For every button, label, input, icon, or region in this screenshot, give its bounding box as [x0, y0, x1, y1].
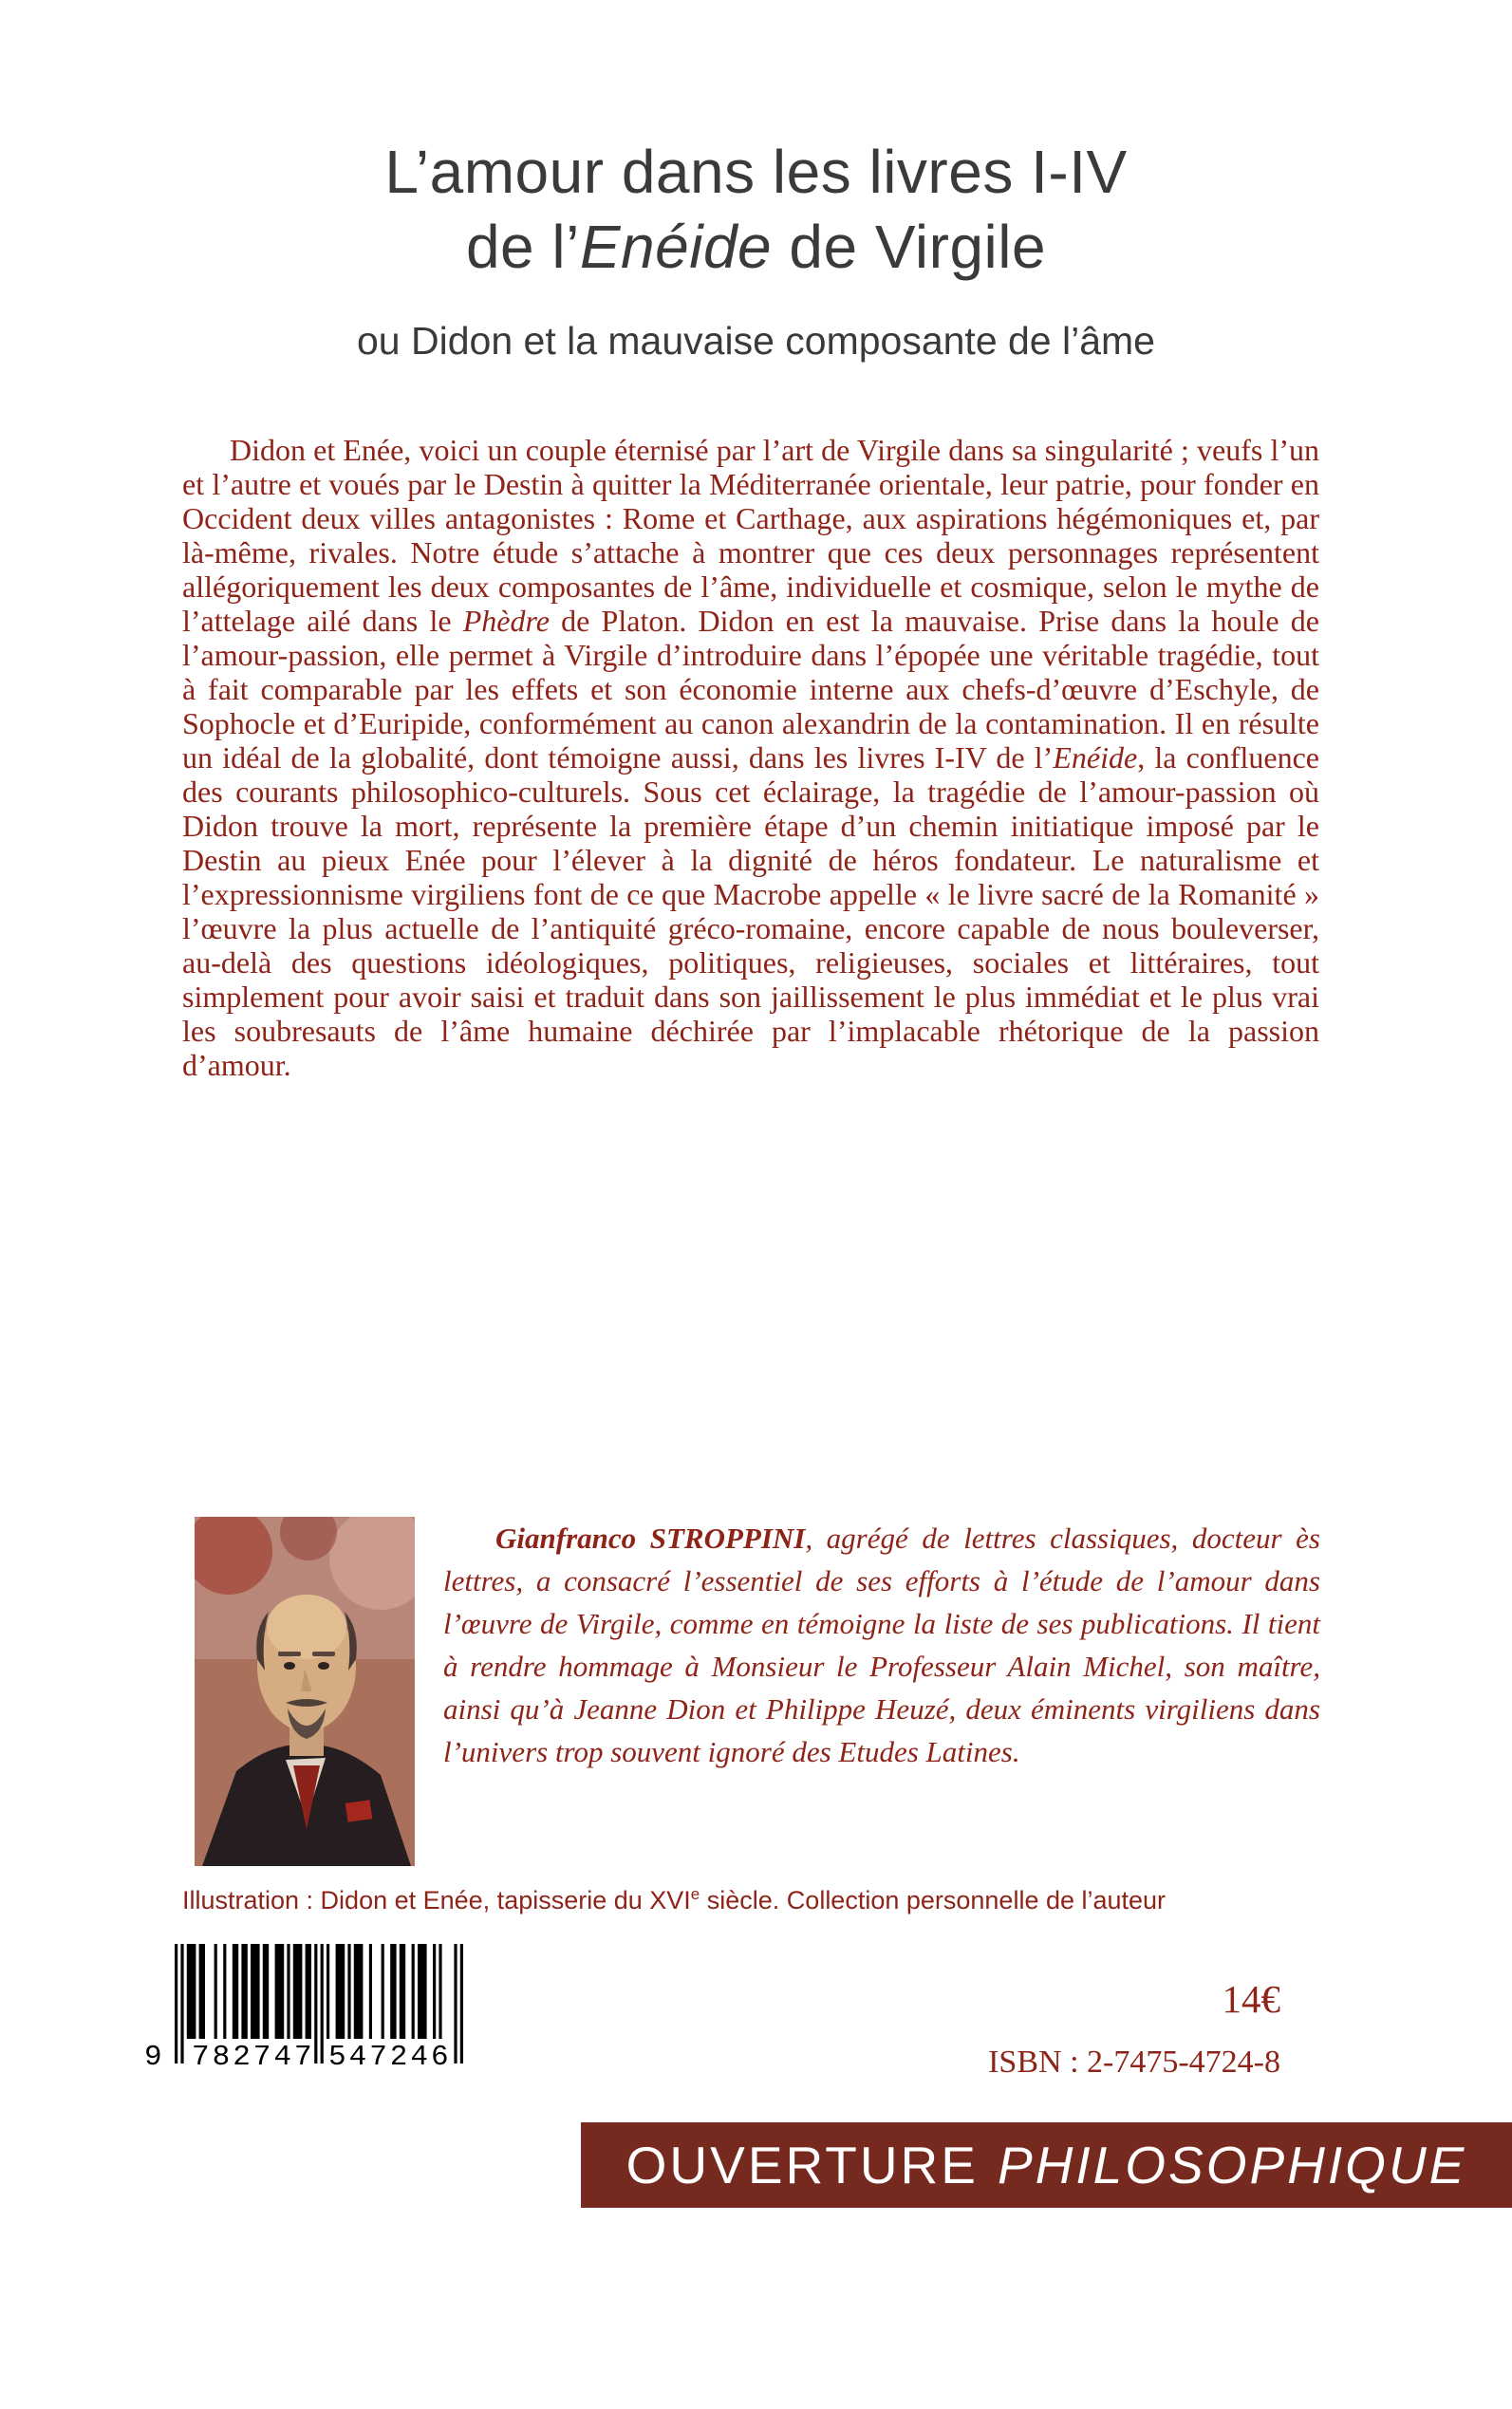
illustration-caption	[182, 1885, 1321, 1915]
book-title-line2-italic: Enéide	[579, 213, 773, 281]
blurb-text: de Platon. Didon en est la mauvaise. Prise dans la houle de l’amour-passion, elle permet à Virgile d’introduire dans l’épopée une véritable tragédie, tout à fait comparable par les effets et son économie interne aux chefs-d’œuvre d’Eschyle, de Sophocle et d’Euripide, conformément au canon alexandrin de la contamination. Il en résulte un idéal de la globalité, dont témoigne aussi, dans les livres I-IV de l’	[182, 604, 1320, 775]
blurb-text: Didon et Enée, voici un couple éternisé par l’art de Virgile dans sa singularité ; veufs l’un et l’autre et voués par le Destin à quitter la Méditerranée orientale, leur patrie, pour fonder en Occident deux villes antagonistes : Rome et Carthage, aux aspirations hégémoniques et, par là-même, rivales. Notre étude s’attache à montrer que ces deux personnages représentent allégoriquement les deux composantes de l’âme, individuelle et cosmique, selon le mythe de l’attelage ailé dans le	[182, 433, 1319, 638]
barcode-digit-lead: 9	[144, 2041, 162, 2074]
book-title-line1: L’amour dans les livres I-IV	[384, 138, 1128, 206]
author-name: Gianfranco STROPPINI	[495, 1522, 806, 1555]
title-block	[0, 135, 1512, 364]
author-photo	[195, 1517, 415, 1866]
barcode	[142, 1944, 503, 2082]
barcode-digits-left: 782747	[192, 2041, 315, 2074]
book-subtitle: ou Didon et la mauvaise composante de l’âme	[357, 319, 1155, 363]
banner-word-ouverture: OUVERTURE	[625, 2136, 979, 2194]
barcode-digits-right: 547246	[328, 2041, 452, 2074]
back-cover-blurb	[182, 433, 1319, 1082]
collection-banner	[581, 2122, 1512, 2208]
author-bio-body: , agrégé de lettres classiques, docteur ès lettres, a consacré l’essentiel de ses efforts à l’étude de l’amour dans l’œuvre de Virgile, comme en témoigne la liste de ses publications. Il tient à rendre hommage à Monsieur le Professeur Alain Michel, son maître, ainsi qu’à Jeanne Dion et Philippe Heuzé, deux éminents virgiliens dans l’univers trop souvent ignoré des Etudes Latines.	[443, 1522, 1320, 1768]
blurb-italic-phedre: Phèdre	[462, 604, 550, 638]
blurb-italic-eneide: Enéide	[1053, 740, 1138, 775]
author-portrait-image	[195, 1517, 415, 1866]
caption-superscript: e	[690, 1885, 700, 1903]
author-bio-section	[195, 1517, 1320, 1866]
caption-text: siècle. Collection personnelle de l’auteur	[700, 1886, 1167, 1914]
price: 14€	[1222, 1977, 1280, 2021]
banner-word-philosophique: PHILOSOPHIQUE	[997, 2136, 1467, 2194]
book-title	[0, 135, 1512, 285]
author-bio-text	[443, 1517, 1320, 1866]
pricing-block	[988, 1976, 1280, 2081]
book-title-line2-pre: de l’	[465, 213, 580, 281]
book-title-line2-post: de Virgile	[772, 213, 1047, 281]
isbn: ISBN : 2-7475-4724-8	[988, 2045, 1280, 2080]
blurb-text: , la confluence des courants philosophico-culturels. Sous cet éclairage, la tragédie de l’amour-passion où Didon trouve la mort, représente la première étape d’un chemin initiatique imposé par le Destin au pieux Enée pour l’élever à la dignité de héros fondateur. Le naturalisme et l’expressionnisme virgiliens font de ce que Macrobe appelle « le livre sacré de la Romanité » l’œuvre la plus actuelle de l’antiquité gréco-romaine, encore capable de nous bouleverser, au-delà des questions idéologiques, politiques, religieuses, sociales et littéraires, tout simplement pour avoir saisi et traduit dans son jaillissement le plus immédiat et le plus vrai les soubresauts de l’âme humaine déchirée par l’implacable rhétorique de la passion d’amour.	[182, 740, 1320, 1082]
caption-text: Illustration : Didon et Enée, tapisserie du XVI	[182, 1886, 691, 1914]
